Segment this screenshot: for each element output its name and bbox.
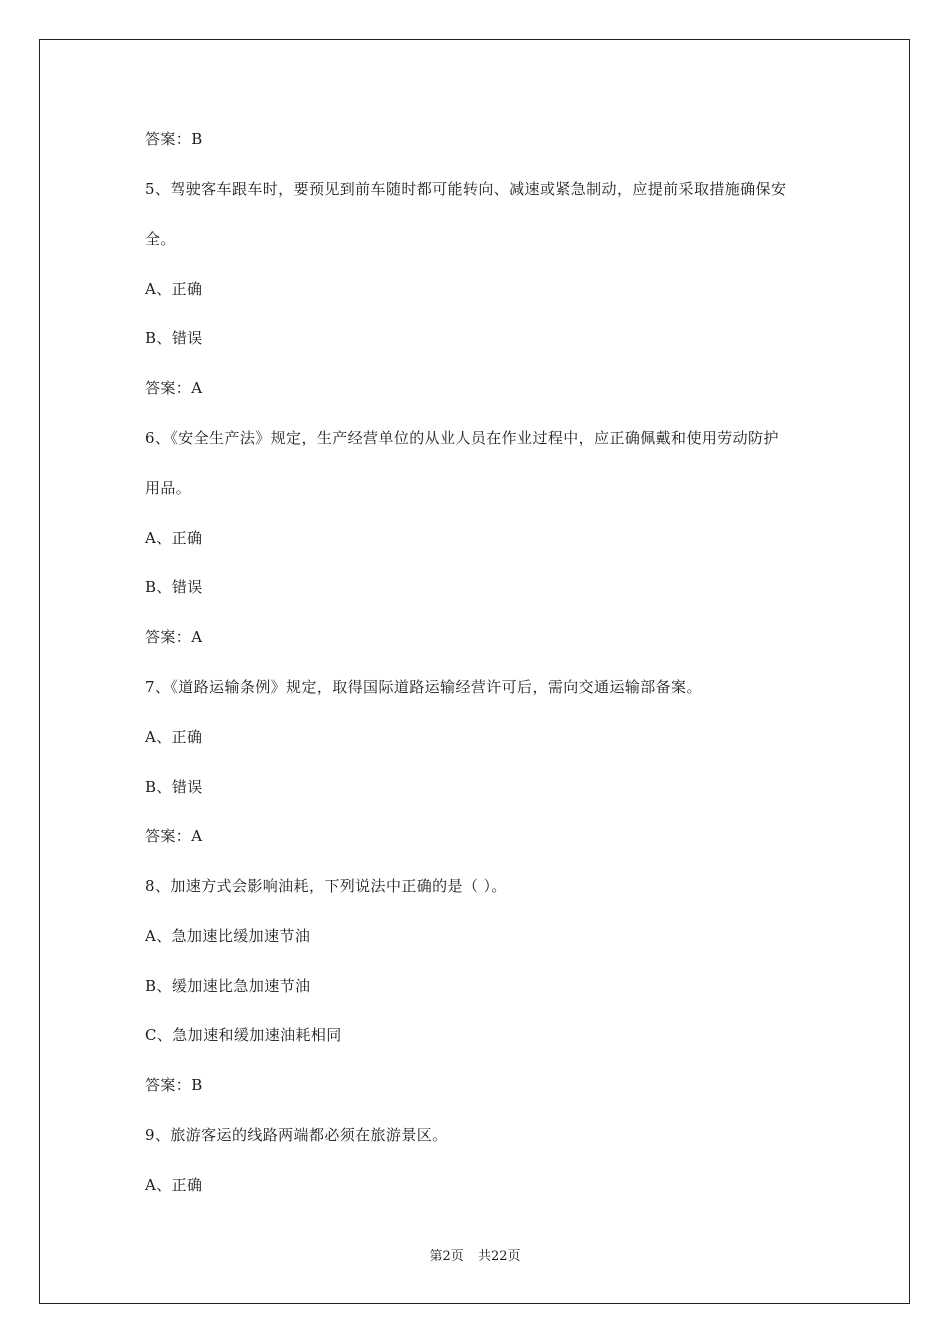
answer-line: 答案：A [145, 827, 203, 845]
option-b: B、错误 [145, 329, 203, 347]
answer-line: 答案：B [145, 130, 203, 148]
question-8-text: 8、加速方式会影响油耗，下列说法中正确的是（ ）。 [145, 877, 507, 895]
question-6-text: 6、《安全生产法》规定，生产经营单位的从业人员在作业过程中，应正确佩戴和使用劳动防护 [145, 429, 779, 447]
option-a: A、急加速比缓加速节油 [145, 927, 311, 945]
question-6-text-cont: 用品。 [145, 479, 192, 497]
page-footer [0, 1248, 950, 1266]
question-9-text: 9、旅游客运的线路两端都必须在旅游景区。 [145, 1126, 448, 1144]
option-b: B、错误 [145, 578, 203, 596]
question-7-text: 7、《道路运输条例》规定，取得国际道路运输经营许可后，需向交通运输部备案。 [145, 678, 702, 696]
answer-line: 答案：B [145, 1076, 203, 1094]
option-a: A、正确 [145, 280, 203, 298]
option-a: A、正确 [145, 529, 203, 547]
page-number: 第2页 [429, 1249, 464, 1264]
option-b: B、错误 [145, 778, 203, 796]
answer-line: 答案：A [145, 379, 203, 397]
option-b: B、缓加速比急加速节油 [145, 977, 311, 995]
option-a: A、正确 [145, 728, 203, 746]
option-a: A、正确 [145, 1176, 203, 1194]
question-5-text-cont: 全。 [145, 230, 176, 248]
page-total: 共22页 [477, 1249, 521, 1264]
option-c: C、急加速和缓加速油耗相同 [145, 1026, 342, 1044]
answer-line: 答案：A [145, 628, 203, 646]
question-5-text: 5、驾驶客车跟车时，要预见到前车随时都可能转向、减速或紧急制动，应提前采取措施确保安 [145, 180, 787, 198]
